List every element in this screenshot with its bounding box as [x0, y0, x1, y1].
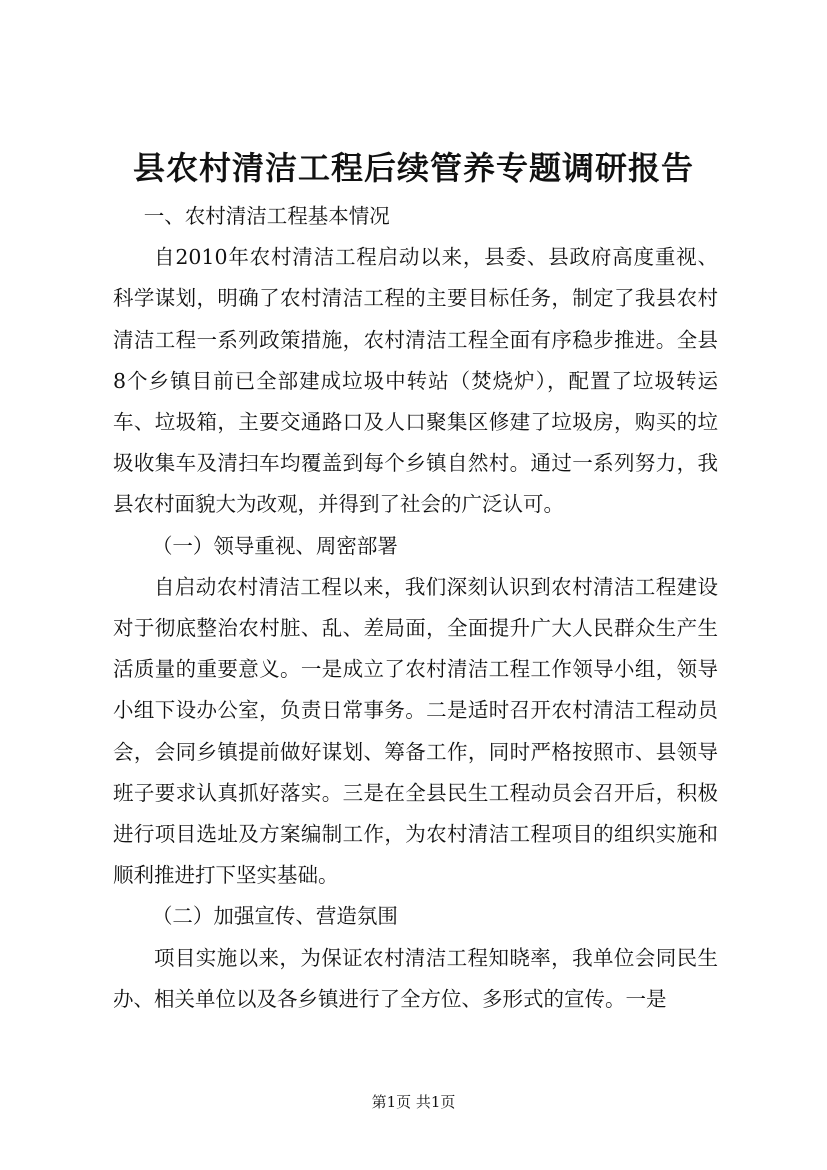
- section-heading-1: 一、农村清洁工程基本情况: [143, 204, 390, 228]
- body-paragraph: 自启动农村清洁工程以来，我们深刻认识到农村清洁工程建设对于彻底整治农村脏、乱、差局面，全面提升广大人民群众生产生活质量的重要意义。一是成立了农村清洁工程工作领导小组，领导小组下设办公室，负责日常事务。二是适时召开农村清洁工程动员会，会同乡镇提前做好谋划、筹备工作，同时严格按照市、县领导班子要求认真抓好落实。三是在全县民生工程动员会召开后，积极进行项目选址及方案编制工作，为农村清洁工程项目的组织实施和顺利推进打下坚实基础。: [113, 574, 718, 888]
- document-body: [113, 196, 718, 1020]
- body-paragraph: 项目实施以来，为保证农村清洁工程知晓率，我单位会同民生办、相关单位以及各乡镇进行了全方位、多形式的宣传。一是: [113, 945, 718, 1011]
- document-title: 县农村清洁工程后续管养专题调研报告: [132, 149, 694, 187]
- subsection-heading-2: （二）加强宣传、营造氛围: [151, 904, 398, 929]
- page-footer: 第1页 共1页: [371, 1093, 456, 1111]
- subsection-heading-1: （一）领导重视、周密部署: [151, 533, 398, 558]
- body-paragraph: 自2010年农村清洁工程启动以来，县委、县政府高度重视、科学谋划，明确了农村清洁工程的主要目标任务，制定了我县农村清洁工程一系列政策措施，农村清洁工程全面有序稳步推进。全县8个乡镇目前已全部建成垃圾中转站（焚烧炉），配置了垃圾转运车、垃圾箱，主要交通路口及人口聚集区修建了垃圾房，购买的垃圾收集车及清扫车均覆盖到每个乡镇自然村。通过一系列努力，我县农村面貌大为改观，并得到了社会的广泛认可。: [113, 245, 718, 517]
